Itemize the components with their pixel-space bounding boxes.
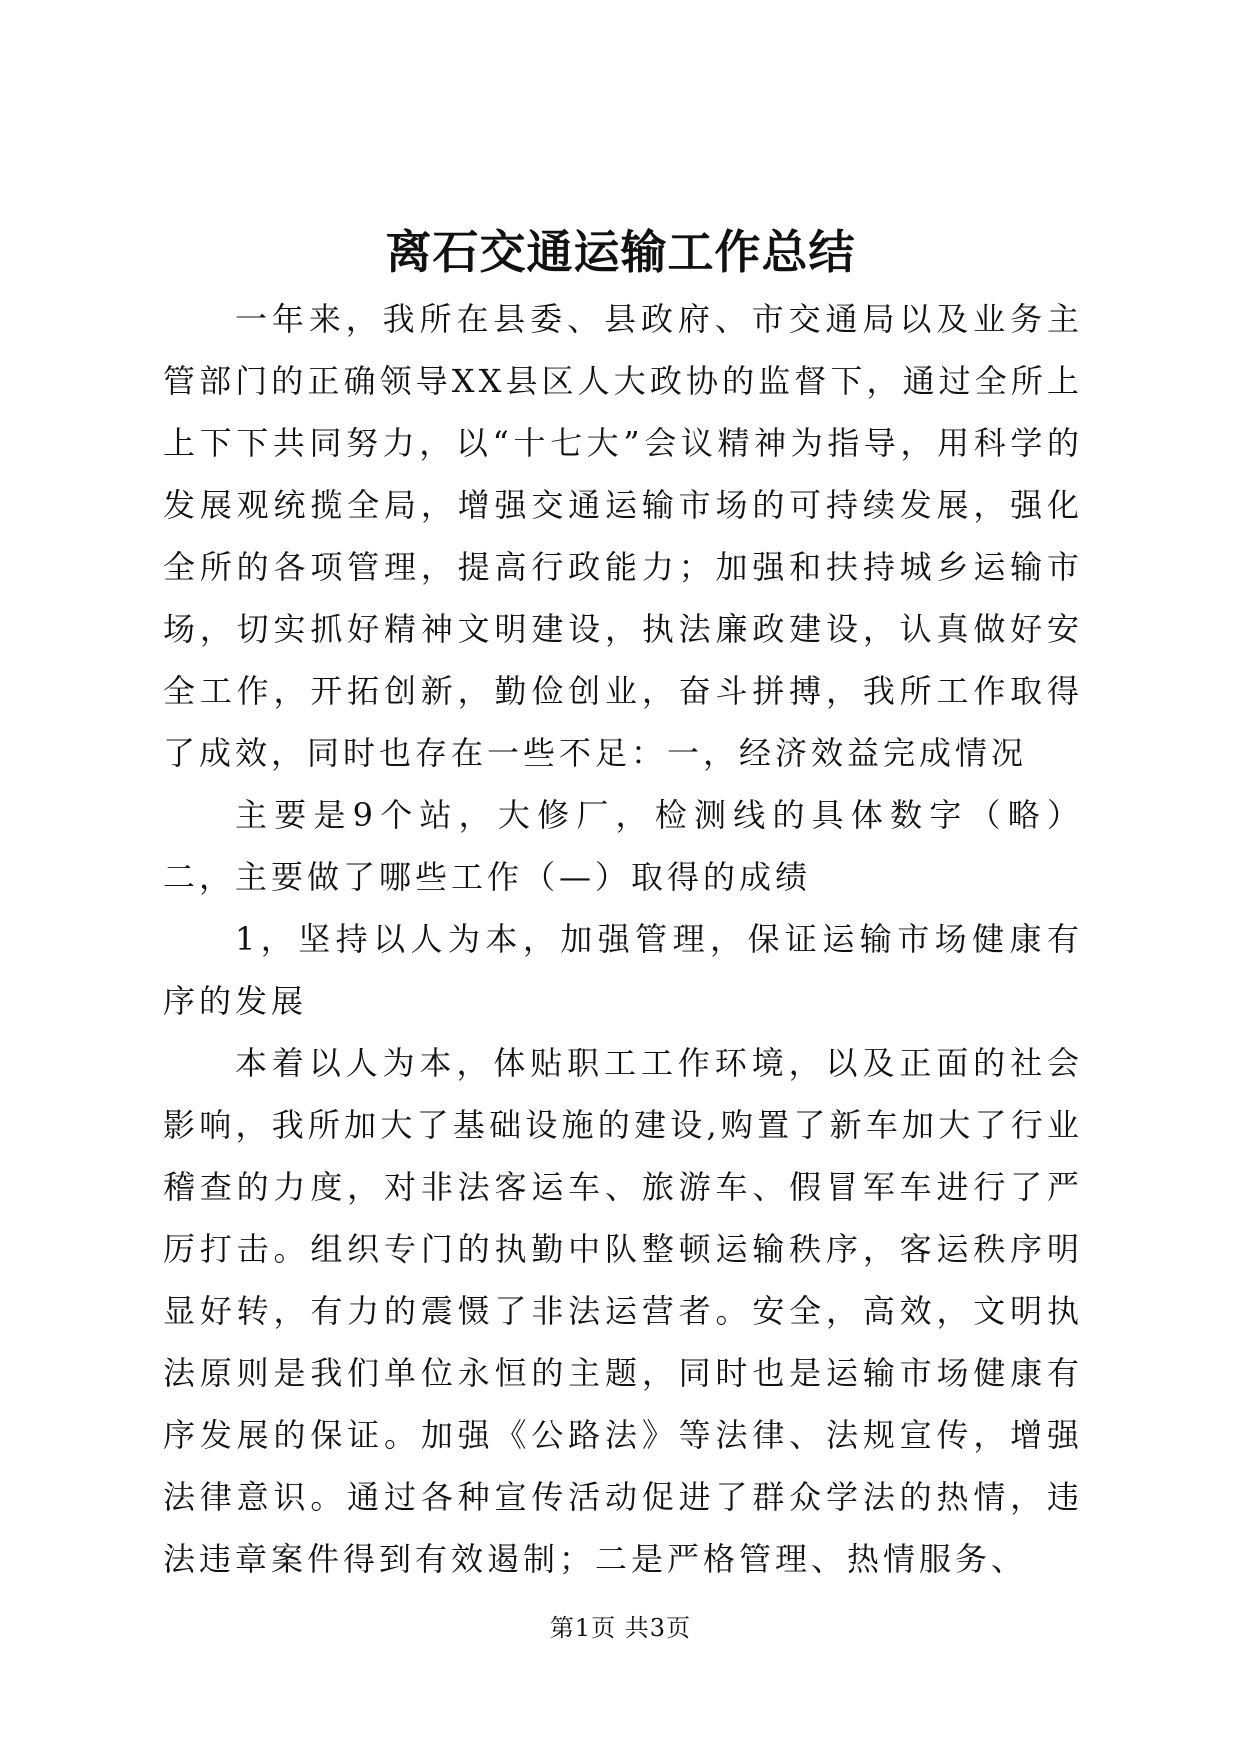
paragraph-section-1-body: 本着以人为本，体贴职工工作环境，以及正面的社会影响，我所加大了基础设施的建设,购置了新车加大了行业稽查的力度，对非法客运车、旅游车、假冒军车进行了严厉打击。组织专门的执勤中队整顿运输秩序，客运秩序明显好转，有力的震慑了非法运营者。安全，高效，文明执法原则是我们单位永恒的主题，同时也是运输市场健康有序发展的保证。加强《公路法》等法律、法规宣传，增强法律意识。通过各种宣传活动促进了群众学法的热情，违法违章案件得到有效遏制；二是严格管理、热情服务、 <box>163 1044 1083 1578</box>
document-body <box>163 288 1083 1590</box>
paragraph-section-1-heading: 1，坚持以人为本，加强管理，保证运输市场健康有序的发展 <box>163 920 1083 1020</box>
document-title: 离石交通运输工作总结 <box>385 225 856 279</box>
page-number-footer: 第1页 共3页 <box>549 1614 692 1642</box>
paragraph-stations: 主要是9个站，大修厂，检测线的具体数字（略）二，主要做了哪些工作（—）取得的成绩 <box>163 796 1083 896</box>
paragraph-intro: 一年来，我所在县委、县政府、市交通局以及业务主管部门的正确领导XX县区人大政协的监督下，通过全所上上下下共同努力，以“十七大”会议精神为指导，用科学的发展观统揽全局，增强交通运输市场的可持续发展，强化全所的各项管理，提高行政能力；加强和扶持城乡运输市场，切实抓好精神文明建设，执法廉政建设，认真做好安全工作，开拓创新，勤俭创业，奋斗拼搏，我所工作取得了成效，同时也存在一些不足：一，经济效益完成情况 <box>163 300 1083 772</box>
